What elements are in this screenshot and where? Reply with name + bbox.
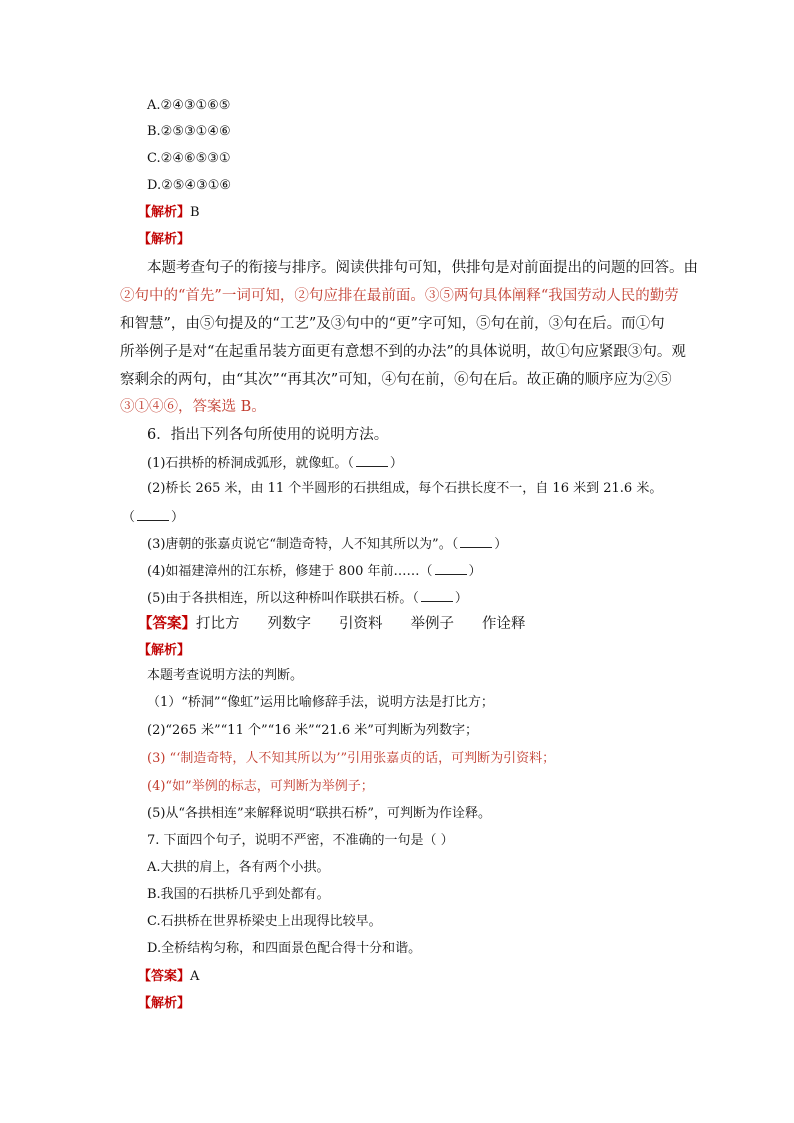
q7-option-a: A.大拱的肩上，各有两个小拱。 (147, 860, 330, 875)
q6-analysis-1: （1）“桥洞”“像虹”运用比喻修辞手法，说明方法是打比方； (147, 695, 494, 710)
q5-analysis-heading (138, 232, 190, 248)
q7-option-c: C.石拱桥在世界桥梁史上出现得比较早。 (147, 914, 382, 929)
q6-item-2: (2)桥长 265 米，由 11 个半圆形的石拱组成，每个石拱长度不一，自 16 米到 21.6 米。 (147, 481, 663, 496)
q6-answer-5: 作诠释 (482, 616, 526, 632)
q6-analysis-tag: 【解析】 (138, 643, 191, 658)
q6-item-5-text: (5)由于各拱相连，所以这种桥叫作联拱石桥。（ (147, 591, 419, 606)
q6-item-1-text: (1)石拱桥的桥洞成弧形，就像虹。（ (147, 456, 354, 471)
q6-item-2-answer (122, 508, 184, 526)
q6-item-3-text: (3)唐朝的张嘉贞说它“制造奇特，人不知其所以为”。（ (147, 537, 459, 552)
q6-analysis-4: (4)“如”举例的标志，可判断为举例子； (147, 779, 374, 794)
q6-answer-2: 列数字 (267, 616, 311, 632)
q6-item-1 (147, 454, 403, 472)
q5-analysis-line-1: 本题考查句子的衔接与排序。阅读供排句可知，供排句是对前面提出的问题的回答。由 (147, 260, 698, 276)
q7-option-b: B.我国的石拱桥几乎到处都有。 (147, 887, 330, 902)
q6-item-3-close: ） (494, 537, 508, 552)
q5-analysis-line-4: 所举例子是对“在起重吊装方面更有意想不到的办法”的具体说明，故①句应紧跟③句。观 (120, 344, 686, 360)
q5-option-b: B.②⑤③①④⑥ (147, 124, 231, 139)
q5-analysis-line-5: 察剩余的两句，由“其次”“再其次”可知，④句在前，⑥句在后。故正确的顺序应为②⑤ (120, 372, 672, 388)
q6-item-1-blank[interactable] (356, 454, 388, 467)
q6-item-2-blank[interactable] (137, 508, 169, 521)
q5-answer-tag: 【解析】 (138, 205, 191, 220)
q5-answer-value: B (190, 205, 200, 220)
q5-analysis-line-3 (120, 316, 665, 332)
q5-analysis-line-3-b: ，由⑤句提及的“工艺”及③句中的“更”字可知，⑤句在前，③句在后。而①句 (170, 316, 665, 332)
q5-analysis-line-6: ③①④⑥，答案选 B。 (120, 399, 266, 415)
q6-answer-3: 引资料 (339, 616, 383, 632)
q6-item-4-blank[interactable] (435, 562, 467, 575)
q6-item-5 (147, 589, 468, 607)
q6-analysis-2: (2)“265 米”“11 个”“16 米”“21.6 米”可判断为列数字； (147, 723, 478, 738)
q6-analysis-5: (5)从“各拱相连”来解释说明“联拱石桥”，可判断为作诠释。 (147, 806, 491, 821)
q6-item-2-close: ） (171, 510, 185, 525)
q6-item-5-blank[interactable] (421, 589, 453, 602)
q7-answer-tag: 【答案】 (138, 969, 191, 984)
q7-analysis-heading (138, 996, 190, 1012)
q7-option-d: D.全桥结构匀称，和四面景色配合得十分和谐。 (147, 941, 422, 956)
q6-item-4-close: ） (468, 564, 482, 579)
q6-item-2-open: （ (122, 510, 136, 525)
q5-option-d: D.②⑤④③①⑥ (147, 178, 232, 193)
q6-item-4 (147, 562, 482, 580)
q6-analysis-3: (3) “‘制造奇特，人不知其所以为’”引用张嘉贞的话，可判断为引资料； (147, 751, 556, 766)
q5-analysis-line-2: ②句中的“首先”一词可知，②句应排在最前面。③⑤两句具体阐释“我国劳动人民的勤劳 (120, 288, 679, 304)
q7-analysis-tag: 【解析】 (138, 996, 191, 1011)
q6-item-1-close: ） (389, 456, 403, 471)
q7-stem: 7. 下面四个句子，说明不严密，不准确的一句是（ ） (147, 833, 454, 848)
q5-answer (138, 205, 200, 221)
q6-item-3-blank[interactable] (460, 535, 492, 548)
q5-option-a: A.②④③①⑥⑤ (147, 98, 231, 113)
q5-analysis-tag: 【解析】 (138, 232, 191, 247)
q6-item-3 (147, 535, 507, 553)
q6-answer (138, 616, 526, 632)
q6-analysis-intro: 本题考查说明方法的判断。 (147, 668, 304, 683)
q7-answer-value: A (190, 969, 200, 984)
q6-item-5-close: ） (454, 591, 468, 606)
q5-analysis-line-3-a: 和智慧” (120, 316, 171, 332)
q6-analysis-heading (138, 643, 190, 659)
q6-stem: 6．指出下列各句所使用的说明方法。 (147, 427, 389, 443)
q7-answer (138, 969, 199, 985)
q6-item-4-text: (4)如福建漳州的江东桥，修建于 800 年前……（ (147, 564, 433, 579)
q6-answer-1: 打比方 (196, 616, 240, 632)
q6-answer-tag: 【答案】 (138, 615, 196, 632)
q6-answer-4: 举例子 (410, 616, 454, 632)
q5-option-c: C.②④⑥⑤③① (147, 151, 231, 166)
